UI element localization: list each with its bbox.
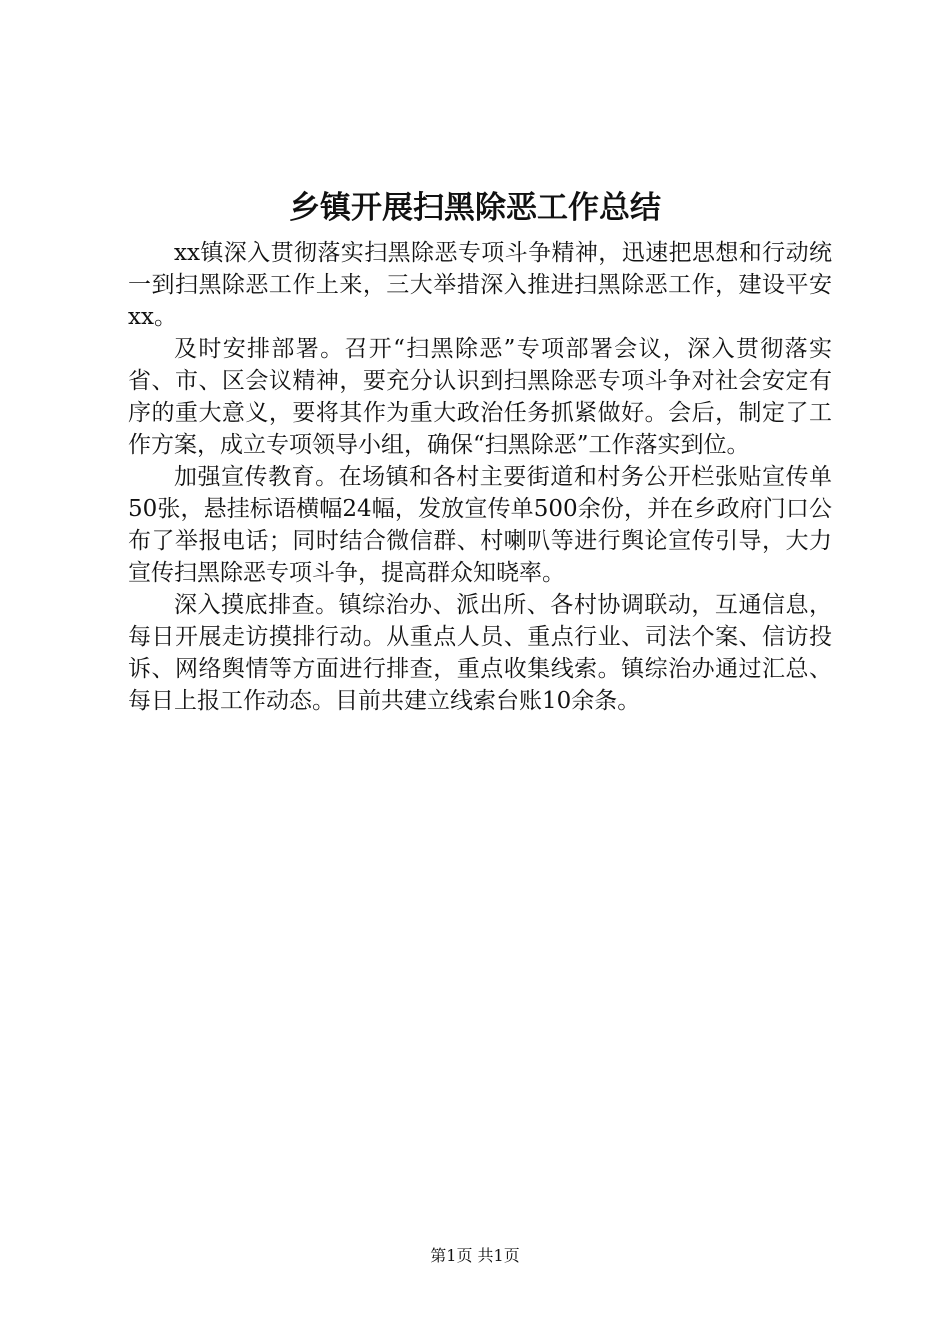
paragraph-deployment: 及时安排部署。召开“扫黑除恶”专项部署会议，深入贯彻落实省、市、区会议精神，要充分认识到扫黑除恶专项斗争对社会安定有序的重大意义，要将其作为重大政治任务抓紧做好。会后，制定了工作方案，成立专项领导小组，确保“扫黑除恶”工作落实到位。 [128, 336, 832, 458]
paragraph-intro: xx镇深入贯彻落实扫黑除恶专项斗争精神，迅速把思想和行动统一到扫黑除恶工作上来，三大举措深入推进扫黑除恶工作，建设平安xx。 [128, 240, 832, 330]
document-body [128, 237, 832, 717]
document-title: 乡镇开展扫黑除恶工作总结 [289, 190, 661, 226]
page-footer: 第1页 共1页 [430, 1246, 520, 1265]
paragraph-publicity: 加强宣传教育。在场镇和各村主要街道和村务公开栏张贴宣传单50张，悬挂标语横幅24幅，发放宣传单500余份，并在乡政府门口公布了举报电话；同时结合微信群、村喇叭等进行舆论宣传引导，大力宣传扫黑除恶专项斗争，提高群众知晓率。 [128, 464, 832, 586]
paragraph-investigation: 深入摸底排查。镇综治办、派出所、各村协调联动，互通信息，每日开展走访摸排行动。从重点人员、重点行业、司法个案、信访投诉、网络舆情等方面进行排查，重点收集线索。镇综治办通过汇总、每日上报工作动态。目前共建立线索台账10余条。 [128, 592, 832, 714]
